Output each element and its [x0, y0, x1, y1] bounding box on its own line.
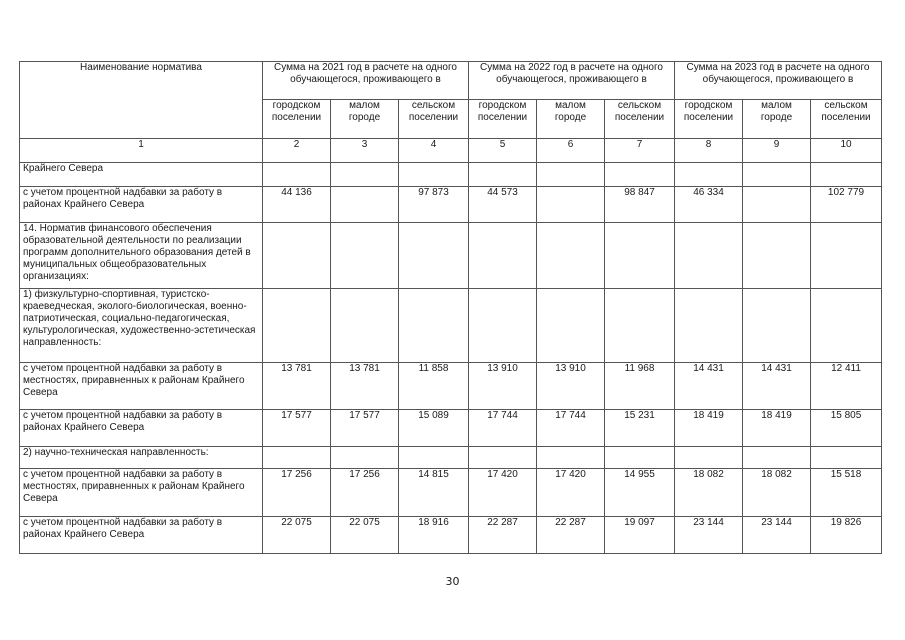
value-cell [263, 289, 331, 363]
value-cell [399, 289, 469, 363]
value-cell [811, 447, 882, 469]
row-label: с учетом процентной надбавки за работу в местностях, приравненных к районам Крайнего Севера [20, 469, 263, 517]
value-cell: 22 287 [537, 517, 605, 554]
value-cell: 14 431 [675, 363, 743, 410]
value-cell: 11 858 [399, 363, 469, 410]
table-row [20, 163, 882, 187]
value-cell [675, 447, 743, 469]
column-number: 4 [399, 139, 469, 163]
table-row [20, 469, 882, 517]
value-cell: 22 075 [263, 517, 331, 554]
value-cell: 22 075 [331, 517, 399, 554]
value-cell: 97 873 [399, 187, 469, 223]
value-cell: 46 334 [675, 187, 743, 223]
value-cell [469, 223, 537, 289]
value-cell: 17 256 [331, 469, 399, 517]
column-number: 3 [331, 139, 399, 163]
column-number: 8 [675, 139, 743, 163]
table-body [20, 163, 882, 554]
subheader-small-town: малом городе [743, 100, 811, 139]
value-cell [399, 223, 469, 289]
subheader-rural: сельском поселении [605, 100, 675, 139]
subheader-urban: городском поселении [675, 100, 743, 139]
value-cell: 19 826 [811, 517, 882, 554]
subheader-urban: городском поселении [469, 100, 537, 139]
value-cell [331, 223, 399, 289]
value-cell: 14 955 [605, 469, 675, 517]
header-year-2023: Сумма на 2023 год в расчете на одного обучающегося, проживающего в [675, 62, 882, 100]
value-cell [331, 163, 399, 187]
value-cell [263, 163, 331, 187]
table-row [20, 223, 882, 289]
value-cell: 44 136 [263, 187, 331, 223]
value-cell [743, 187, 811, 223]
row-label: с учетом процентной надбавки за работу в районах Крайнего Севера [20, 410, 263, 447]
value-cell [469, 289, 537, 363]
subheader-small-town: малом городе [537, 100, 605, 139]
column-number: 7 [605, 139, 675, 163]
value-cell [331, 447, 399, 469]
value-cell: 17 744 [469, 410, 537, 447]
subheader-rural: сельском поселении [811, 100, 882, 139]
normatives-table [19, 61, 882, 554]
value-cell: 15 089 [399, 410, 469, 447]
value-cell: 17 577 [263, 410, 331, 447]
page-number: 30 [445, 575, 460, 588]
value-cell [537, 163, 605, 187]
value-cell [537, 289, 605, 363]
value-cell: 17 420 [537, 469, 605, 517]
header-year-2022: Сумма на 2022 год в расчете на одного обучающегося, проживающего в [469, 62, 675, 100]
value-cell: 23 144 [743, 517, 811, 554]
value-cell: 18 419 [675, 410, 743, 447]
value-cell: 13 910 [469, 363, 537, 410]
table-row [20, 517, 882, 554]
value-cell: 15 805 [811, 410, 882, 447]
row-label: с учетом процентной надбавки за работу в районах Крайнего Севера [20, 187, 263, 223]
table-row [20, 187, 882, 223]
value-cell: 15 518 [811, 469, 882, 517]
value-cell: 19 097 [605, 517, 675, 554]
value-cell: 13 781 [263, 363, 331, 410]
column-number: 1 [20, 139, 263, 163]
value-cell [605, 447, 675, 469]
value-cell [675, 163, 743, 187]
row-label: с учетом процентной надбавки за работу в районах Крайнего Севера [20, 517, 263, 554]
value-cell [811, 163, 882, 187]
table-row [20, 289, 882, 363]
value-cell: 44 573 [469, 187, 537, 223]
value-cell [469, 163, 537, 187]
row-label: 1) физкультурно-спортивная, туристско-краеведческая, эколого-биологическая, военно-патриотическая, социально-педагогическая, культурологическая, художественно-эстетическая направленность: [20, 289, 263, 363]
row-label: 2) научно-техническая направленность: [20, 447, 263, 469]
header-name-column: Наименование норматива [20, 62, 263, 139]
value-cell: 15 231 [605, 410, 675, 447]
value-cell: 23 144 [675, 517, 743, 554]
column-number: 9 [743, 139, 811, 163]
value-cell: 18 082 [743, 469, 811, 517]
value-cell: 13 910 [537, 363, 605, 410]
column-number: 2 [263, 139, 331, 163]
value-cell [537, 187, 605, 223]
value-cell [263, 223, 331, 289]
column-number: 10 [811, 139, 882, 163]
row-label: Крайнего Севера [20, 163, 263, 187]
value-cell [605, 163, 675, 187]
value-cell [399, 163, 469, 187]
value-cell [399, 447, 469, 469]
value-cell [331, 187, 399, 223]
value-cell [537, 223, 605, 289]
value-cell [263, 447, 331, 469]
value-cell [331, 289, 399, 363]
value-cell: 18 419 [743, 410, 811, 447]
value-cell [605, 289, 675, 363]
row-label: с учетом процентной надбавки за работу в местностях, приравненных к районам Крайнего Севера [20, 363, 263, 410]
value-cell [743, 447, 811, 469]
value-cell: 13 781 [331, 363, 399, 410]
value-cell [811, 289, 882, 363]
value-cell: 17 577 [331, 410, 399, 447]
value-cell: 22 287 [469, 517, 537, 554]
value-cell: 12 411 [811, 363, 882, 410]
row-label: 14. Норматив финансового обеспечения образовательной деятельности по реализации программ дополнительного образования детей в муниципальных общеобразовательных организациях: [20, 223, 263, 289]
value-cell: 14 815 [399, 469, 469, 517]
header-year-2021: Сумма на 2021 год в расчете на одного обучающегося, проживающего в [263, 62, 469, 100]
value-cell: 17 420 [469, 469, 537, 517]
subheader-rural: сельском поселении [399, 100, 469, 139]
column-number: 6 [537, 139, 605, 163]
value-cell [811, 223, 882, 289]
value-cell [743, 223, 811, 289]
subheader-small-town: малом городе [331, 100, 399, 139]
value-cell [469, 447, 537, 469]
value-cell [743, 289, 811, 363]
table-row [20, 447, 882, 469]
column-number: 5 [469, 139, 537, 163]
value-cell [743, 163, 811, 187]
subheader-urban: городском поселении [263, 100, 331, 139]
table-row [20, 363, 882, 410]
value-cell [537, 447, 605, 469]
value-cell: 102 779 [811, 187, 882, 223]
value-cell [675, 223, 743, 289]
value-cell: 18 916 [399, 517, 469, 554]
value-cell [605, 223, 675, 289]
table-row [20, 410, 882, 447]
value-cell: 14 431 [743, 363, 811, 410]
value-cell: 11 968 [605, 363, 675, 410]
value-cell: 17 256 [263, 469, 331, 517]
value-cell: 98 847 [605, 187, 675, 223]
value-cell: 18 082 [675, 469, 743, 517]
value-cell [675, 289, 743, 363]
value-cell: 17 744 [537, 410, 605, 447]
